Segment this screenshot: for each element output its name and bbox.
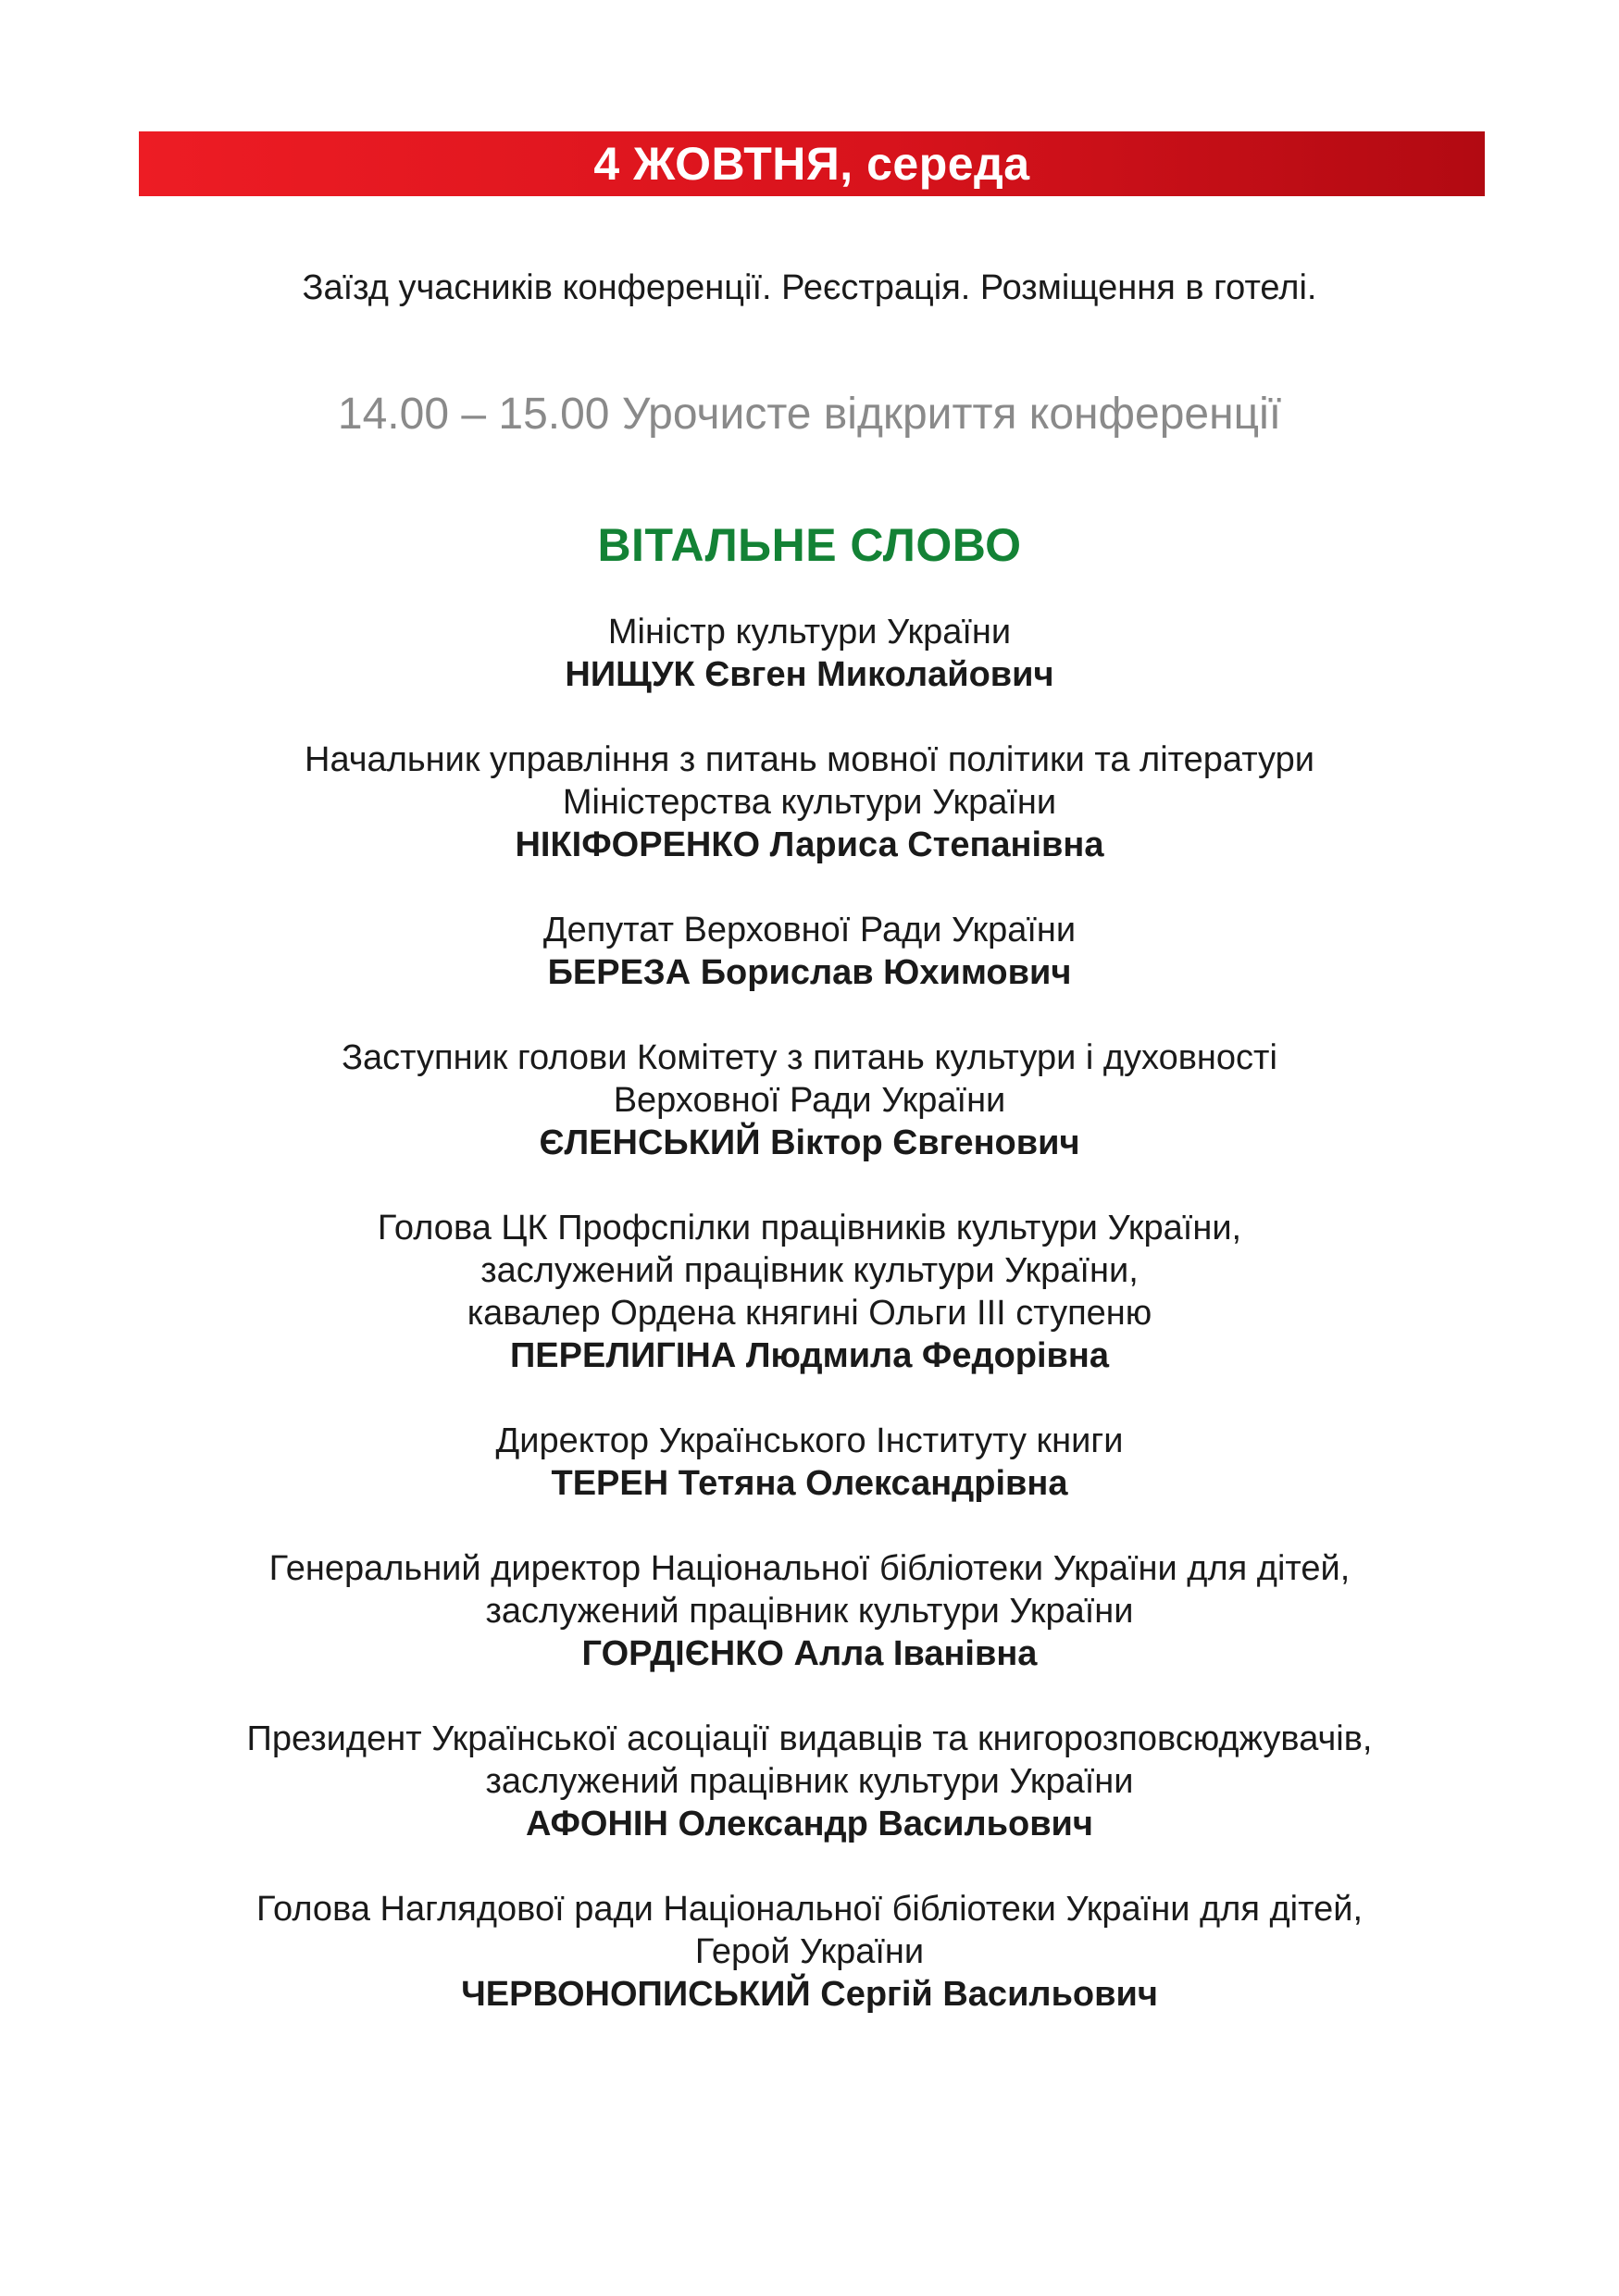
speaker-block: [0, 1036, 1619, 1164]
speaker-block: [0, 909, 1619, 994]
speaker-name: ПЕРЕЛИГІНА Людмила Федорівна: [509, 1336, 1110, 1375]
speaker-name: НІКІФОРЕНКО Лариса Степанівна: [515, 825, 1104, 864]
opening-ceremony-time: 14.00 – 15.00 Урочисте відкриття конференції: [337, 390, 1282, 439]
speaker-name: ЧЕРВОНОПИСЬКИЙ Сергій Васильович: [461, 1975, 1158, 2014]
speaker-position: Президент Української асоціації видавців та книгорозповсюджувачів,: [246, 1719, 1373, 1758]
speaker-name: БЕРЕЗА Борислав Юхимович: [547, 953, 1072, 992]
speaker-block: [0, 738, 1619, 866]
speaker-block: [0, 611, 1619, 696]
speaker-position: Верховної Ради України: [613, 1081, 1006, 1120]
speaker-name: ЄЛЕНСЬКИЙ Віктор Євгенович: [539, 1123, 1080, 1162]
speaker-position: Голова ЦК Профспілки працівників культури України,: [377, 1209, 1242, 1247]
speaker-block: [0, 1207, 1619, 1377]
speaker-block: [0, 1888, 1619, 2016]
speaker-position: Заступник голови Комітету з питань культури і духовності: [342, 1038, 1277, 1077]
speaker-position: Герой України: [694, 1932, 925, 1971]
speaker-name: ГОРДІЄНКО Алла Іванівна: [581, 1634, 1038, 1673]
speaker-position: Генеральний директор Національної бібліотеки України для дітей,: [268, 1549, 1351, 1588]
date-banner: [139, 131, 1485, 196]
welcome-speech-heading: ВІТАЛЬНЕ СЛОВО: [597, 519, 1022, 571]
speaker-name: АФОНІН Олександр Васильович: [526, 1805, 1093, 1843]
speaker-position: Голова Наглядової ради Національної бібліотеки України для дітей,: [256, 1890, 1363, 1929]
arrival-registration-text: Заїзд учасників конференції. Реєстрація. Розміщення в готелі.: [302, 268, 1317, 307]
speaker-position: заслужений працівник культури України: [485, 1592, 1134, 1631]
speaker-name: НИЩУК Євген Миколайович: [565, 655, 1054, 694]
speaker-block: [0, 1547, 1619, 1675]
speaker-name: ТЕРЕН Тетяна Олександрівна: [551, 1464, 1068, 1503]
speaker-position: заслужений працівник культури України,: [480, 1251, 1139, 1290]
speaker-block: [0, 1718, 1619, 1845]
speaker-position: Міністр культури України: [607, 613, 1012, 652]
date-banner-text: 4 ЖОВТНЯ, середа: [593, 138, 1030, 190]
speaker-position: Начальник управління з питань мовної політики та літератури: [305, 740, 1314, 779]
speakers-list: [0, 611, 1619, 2058]
speaker-position: Міністерства культури України: [562, 783, 1057, 822]
speaker-position: кавалер Ордена княгині Ольги ІІІ ступеню: [467, 1294, 1152, 1333]
speaker-block: [0, 1420, 1619, 1505]
speaker-position: заслужений працівник культури України: [485, 1762, 1134, 1801]
speaker-position: Директор Українського Інституту книги: [495, 1421, 1124, 1460]
speaker-position: Депутат Верховної Ради України: [542, 911, 1077, 949]
